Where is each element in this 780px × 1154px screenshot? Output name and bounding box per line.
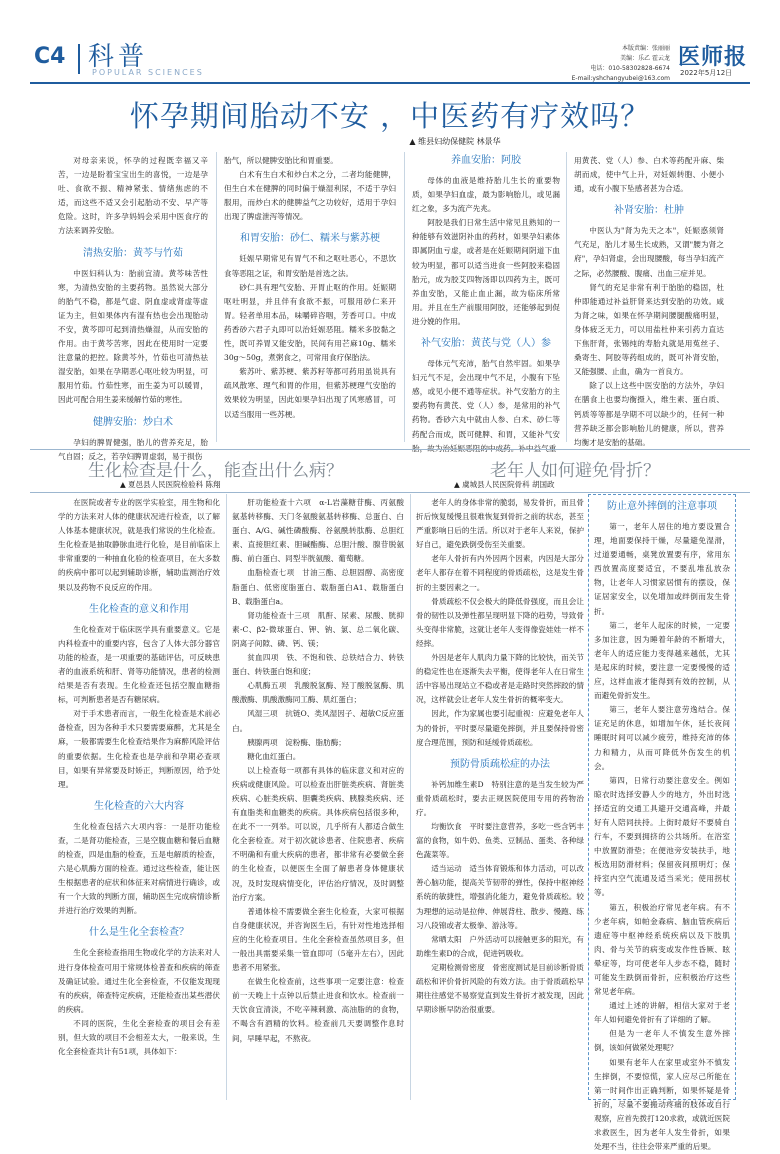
paragraph: 老年人骨折有内外因两个因素，内因是大部分老年人都存在着不同程度的骨质疏松，这是发生骨折的主要因素之一。 [416, 554, 584, 592]
column-divider [216, 152, 217, 442]
paragraph: 老年人的身体非常的脆弱，易发骨折，而且骨折后恢复缓慢且很难恢复到骨折之前的状态，甚至严重影响日后的生活。所以对于老年人来说，保护好自己，避免跌倒受伤至关重要。 [416, 498, 584, 550]
left-column-1 [58, 496, 220, 1100]
paragraph: 因此，作为家属也要引起重视：应避免老年人为的骨折，平时要尽量避免摔倒，并且要保持骨密度合理范围，预防和延缓骨质疏松。 [416, 709, 584, 747]
column-divider [404, 152, 405, 442]
paragraph: 生化检查对于临床医学具有重要意义。它是内科检查中的重要内容，包含了人体大部分器官功能的检查，是一项重要的基础评估，可反映患者的血液系统和肝、肾等功能情况，患者的检测结果是否有表现。生化检查还包括空腹血糖指标，可判断患者是否有糖尿病。 [58, 624, 220, 705]
paragraph: 母体元气充沛，胎气自然牢固。如果孕妇元气不足，会出现中气不足，小腹有下坠感，或见小便不通等症状。补气安胎方的主要药物有黄芪、党（人）参，是常用的补气药物。香砂六丸中就由人参、白术、砂仁等药配合而成，既可健脾、和胃，又能补气安 [412, 359, 560, 439]
paragraph: 孕妇的脾胃健强，胎儿的营养充足，胎气自固；反之，若孕妇脾胃虚弱，易于损伤 [58, 437, 208, 461]
subheading: 补气安胎：黄芪与党（人）参 [421, 338, 551, 350]
paragraph: 但是为一老年人不慎发生意外摔倒，该如何做紧处理呢？ [594, 1029, 730, 1053]
subheading: 预防骨质疏松症的办法 [450, 758, 550, 770]
right-column-1 [416, 496, 584, 1100]
paragraph: 适当运动 适当体育锻炼和体力活动，可以改善心脑功能，提高关节韧带的弹性，保持中枢神经系统的敏捷性，增强消化能力，避免骨质疏松。较为理想的运动是拉伸、伸展背柱、散步、慢跑、练习八段锦或者太极拳、游泳等。 [416, 864, 584, 930]
paragraph: 肝功能检查十六项 α-L岩藻糖苷酶、丙氨酸氨基转移酶、天门冬氨酸氨基转移酶、总蛋白、白蛋白、A/G、碱性磷酸酶、谷氨酰转肽酶、总胆红素、直接胆红素、胆碱酯酶、总胆汁酸、腺苷脱氨酶、前白蛋白、同型半胱氨酸、葡萄糖。 [232, 498, 404, 564]
paragraph: 妊娠早期常见有胃气不和之呕吐恶心，不思饮食等恶阻之证，和胃安胎是首选之法。 [224, 254, 396, 278]
section-title-en: POPULAR SCIENCES [92, 68, 204, 77]
column-divider [566, 152, 567, 442]
subheading: 生化检查的意义和作用 [89, 603, 189, 615]
paragraph: 补钙加维生素D 特别注意的是当发生较为严重骨质疏松时，要去正规医院使用专用的药物治疗。 [416, 779, 584, 817]
paragraph: 在医院或者专业的医学实验室，用生物和化学的方法来对人体的健康状况进行检查，以了解人体基本健康状况，就是我们常说的生化检查。生化检查是抽取静脉血进行化验，是目前临床上非常重要的一种抽血化验的检查项目，在大多数的疾病中都可以起到辅助诊断，辅助监测治疗效果以及药物不良反应的作用。 [58, 498, 220, 592]
subheading: 什么是生化全套检查？ [89, 927, 189, 939]
paragraph: 以上检查每一项都有具体的临床意义和对应的疾病或健康风险。可以检查出肝脏类疾病、肾脏类疾病、心脏类疾病、胆囊类疾病、胰腺类疾病、还有血脂类和血糖类的疾病。具体疾病包括很多种，在此不一一列举。可以说，几乎所有人都适合做生化全套检查。对于初次就诊患者、住院患者、疾病不明确和有重大疾病的患者，都非常有必要做全套的生化检查，以便医生全面了解患者身体健康状况，及时发现病情变化，评估治疗情况，及时调整治疗方案。 [232, 765, 404, 902]
paragraph: 砂仁具有理气安胎、开胃止呕的作用。妊娠期呕吐明显，并且伴有食欲不振，可服用砂仁来开胃。轻者单用本品，味嚼碎咨咽，芳香可口。中成药香砂六君子丸即可以治妊娠恶阻。糯米多胶黏之性，既可养胃又能安胎，民间有用芒麻10g、糯米30g～50g，煮粥食之，可常用食疗保胎法。 [224, 282, 396, 363]
subheading: 养血安胎：阿胶 [451, 155, 521, 166]
paragraph: 胰腺两项 淀粉酶、脂肪酶； [247, 737, 346, 747]
paragraph: 白术有生白术和炒白术之分，二者均能健脾，但生白术在健脾的同时偏于燥湿利尿，不适于孕妇服用，而炒白术的健脾益气之功较好，适用于孕妇出现了脾虚泄泻等情况。 [224, 170, 396, 222]
subheading: 防止意外摔倒的注意事项 [607, 501, 717, 512]
paragraph: 风湿三项 抗链O、类风湿因子、超敏C反应蛋白。 [232, 709, 404, 733]
issue-date: 2022年5月12日 [680, 69, 733, 77]
left-article-title: 生化检查是什么，能查出什么病？ [88, 461, 343, 481]
email-line: E-mail:yshchangyubei@163.com [571, 75, 670, 82]
paragraph: 第一，老年人居住的地方要设置合理，地面要保持干燥，尽量避免湿滑，过道要通畅，桌凳放置要有序，常用东西放置高度要适宜，不要乱堆乱放杂物，让老年人习惯家居惯有的摆设，保证居家安全，以免增加或绊倒而发生骨折。 [594, 522, 730, 616]
left-column-2 [232, 496, 404, 1100]
subheading: 清热安胎：黄芩与竹茹 [83, 247, 183, 259]
paragraph: 血脂检查七项 甘油三酯、总胆固醇、高密度脂蛋白、低密度脂蛋白、载脂蛋白A1、载脂蛋白B、载脂蛋白a。 [232, 568, 404, 606]
right-article-title: 老年人如何避免骨折？ [490, 461, 660, 481]
paragraph: 第五，积极治疗常见老年病。有不少老年病，如帕金森病、脑血管疾病后遗症等中枢神经系统疾病以及下肢肌肉、骨与关节的病变或发作性昏厥、眩晕症等，均可使老年人步态不稳，随时可能发生跌倒而骨折，应积极治疗这些常见老年病。 [594, 902, 730, 997]
subheading: 健脾安胎：炒白术 [93, 416, 173, 428]
page-number: C4 [34, 44, 66, 69]
paragraph: 紫苏叶、紫苏梗、紫苏籽等都可药用虽说具有疏风散寒、理气和胃的作用，但紫苏梗理气安胎的效果较为明显，因此如果孕妇出现了风寒感冒，可以适当服用一些苏梗。 [224, 367, 396, 419]
paragraph: 生化检查包括六大项内容：一是肝功能检查，二是肾功能检查，三是空腹血糖和餐后血糖的检查，四是血脂的检查，五是电解质的检查，六是心肌酶方面的检查。通过这些检查，能让医生根据患者的症状和体征来对病情进行确诊，或有一个大致的判断方面，辅助医生完成病情诊断并进行治疗效果的判断。 [58, 821, 220, 916]
paragraph: 均衡饮食 平时要注意营养，多吃一些含钙丰富的食物，如牛奶、鱼类、豆制品、蛋类、各种绿色蔬菜等。 [416, 821, 584, 860]
column-divider [226, 494, 227, 1100]
paragraph: 对于手术患者而言，一般生化检查是术前必备检查，因为各种手术只要需要麻醉，尤其是全麻，一般都需要生化检查结果作为麻醉风险评估的重要依据。生化检查也是孕前和孕期必查项目，如果有异常要及时矫正，判断原因，给予处理。 [58, 709, 220, 789]
tel-line: 电话：010-58302828-6674 [590, 65, 670, 72]
paragraph: 普通体检不需要做全套生化检查，大家可根据自身健康状况，并咨询医生后，有针对性地选择相应的生化检查项目。生化全套检查虽然项目多，但一般出具需要采集一管血即可（5毫升左右），因此患者不用紧张。 [232, 906, 404, 973]
top-column-3 [412, 154, 560, 442]
right-article-byline: ▲ 虞城县人民医院骨科 胡国政 [454, 480, 555, 489]
design-line: 美编：乐乙 霍云龙 [620, 55, 670, 62]
top-byline: ▲ 维县妇幼保健院 林景华 [409, 137, 501, 146]
editor-info [560, 44, 670, 84]
paragraph: 第三，老年人要注意劳逸结合。保证充足的休息，如增加午休，延长夜间睡眠时间可以减少疲劳，维持充沛的体力和精力，从而可降低外伤发生的机会。 [594, 705, 730, 771]
top-column-2 [224, 154, 396, 442]
paragraph: 不同的医院，生化全套检查的项目会有差别，但大致的项目不会相差太大，一般来说，生化全套检查共计有51项，具体如下： [58, 1018, 220, 1057]
paragraph: 外因是老年人肌肉力量下降的比较快，而关节的稳定性也在逐渐失去平衡，使得老年人在日常生活中容易出现站立不稳或者是走路时突然摔跤的情况，这样就会让老年人发生骨折的概率变大。 [416, 653, 584, 705]
subheading: 生化检查的六大内容 [94, 800, 184, 812]
top-headline: 怀孕期间胎动不安 ，中医药有疗效吗？ [129, 99, 651, 133]
masthead-divider [78, 44, 80, 74]
top-column-1 [58, 154, 208, 461]
section-title: 科普 [88, 42, 149, 72]
paragraph: 肾功能检查十三项 肌酐、尿素、尿酸、胱抑素-C、β2-微球蛋白、钾、钠、氯、总二氧化碳、阴离子间隙、磷、钙、镁； [232, 610, 404, 648]
editor-line: 本版责编：张丽丽 [621, 45, 670, 52]
left-article-byline: ▲ 夏邑县人民医院检验科 陈翔 [120, 480, 221, 489]
paragraph: 如果有老年人在家里或室外不慎发生摔倒，不要惊慌，家人应尽己所能在第一时间作出正确判断，如果怀疑是骨折的，尽量不要搬动疼痛的肢体或自行观察，应首先拨打120求救，或就近医院求救医生，因为老年人发生骨折，如果处理不当，往往会带来严重的后果。 [594, 1057, 730, 1152]
paragraph: 肾气的充足非常有利于胎胎的稳固，杜仲即能通过补益肝肾来达到安胎的功效。咸为肾之味，如果在怀孕期间腰腿酸痛明显，身体疲乏无力，可以用盐杜仲来引药力直达下焦肝肾，张锡纯的寿胎丸就是用菟丝子、桑寄生、阿胶等药组成的，既可补肾安胎，又能强腰、止血，确为一首良方。 [574, 282, 724, 377]
paragraph: 通过上述的讲解，相信大家对于老年人如何避免骨折有了详细的了解。 [594, 1001, 730, 1025]
paragraph: 阿胶是我们日常生活中常见且熟知的一种能够有效滋阴补血的药材，如果孕妇素体即属阴血亏虚，或者是在妊娠期间阴道下血较为明显，都可以适当进食一些阿胶来稳固胎元，成为胶艾四物汤即以四药为主，既可养血安胎，又能止血止漏，故为临床所常用。并且在生产前服用阿胶，还能够起到促进分娩的作用。 [412, 218, 560, 326]
paragraph: 第四，日常行动要注意安全。例如晾衣时选择安静人少的地方，外出时选择适宜的交通工具避开交通高峰，并最好有人陪同扶持。上街时最好不要骑自行车，不要到拥挤的公共场所。在浴室中放置防滑垫；在便池旁安装扶手，地板选用防滑材料；保留夜间照明灯；保持室内空气流通及适当采光；使用拐杖等。 [594, 775, 730, 898]
subheading: 补肾安胎：杜肿 [614, 205, 684, 217]
paragraph: 贫血四项 铁、不饱和铁、总铁结合力、转铁蛋白、转铁蛋白饱和度； [232, 653, 404, 677]
paragraph: 胎气，所以健脾安胎比和胃重要。 [224, 156, 338, 165]
paragraph: 第二，老年人起床的时候，一定要多加注意，因为睡着年龄的不断增大，老年人的适应能力变得越来越低，尤其是起床的时候，要注意一定要慢慢的适应，这样血液才能得到有效的控制，从而避免骨折发生。 [594, 620, 730, 701]
paragraph: 生化全套检查指用生物或化学的方法来对人进行身体检查可用于常规体检普查和疾病的筛查及确证试验。通过生化全套检查，不仅能发现现有的疾病，筛查特定疾病，还能检查出某些潜伏的疾病。 [58, 948, 220, 1014]
column-divider [410, 494, 411, 1100]
paragraph: 糖化血红蛋白。 [247, 751, 301, 761]
paragraph: 除了以上这些中医安胎的方法外，孕妇在膳食上也要均衡摄入，维生素、蛋白质、钙质等等都是孕期不可以缺少的，任何一种营养缺乏都会影响胎儿的健康，所以，营养均衡才是安胎的基础。 [574, 381, 724, 447]
paragraph: 母体的血液是维持胎儿生长的重要物质，如果孕妇血虚，最为影响胎儿，或见漏红之象，多为流产先兆。 [412, 176, 560, 214]
subheading: 和胃安胎：砂仁、糯米与紫苏梗 [240, 233, 380, 245]
masthead-rule [30, 82, 750, 84]
paragraph: 定期检测骨密度 骨密度测试是目前诊断骨质疏松和评价骨折风险的有效方法。由于骨质疏松早期往往感觉不易察觉直到发生骨折才被发现，因此早期诊断早防治很重要。 [416, 962, 584, 1015]
paragraph: 在做生化检查前，这些事项一定要注意：检查前一天晚上十点钟以后禁止进食和饮水。检查前一天饮食宜清淡，不吃辛辣刺激、高油脂的的食物，不喝含有酒精的饮料。检查前几天要调整作息时间，早睡早起，不熬夜。 [232, 977, 404, 1043]
section-rule [30, 449, 750, 450]
paragraph: 中医认为"肾为先天之本"，妊娠惑须肾气充足，胎儿才易生长成熟，又谓"腰为肾之府"，孕妇肾虚，会出现腰酸，每当孕妇流产之际，必然腰酸、腹痛、出血三症并见。 [574, 226, 724, 278]
newspaper-logo: 医师报 [678, 44, 748, 70]
paragraph: 用黄芪、党（人）参、白术等药配升麻、柴胡而成，使中气上升，对妊娠转胞、小便小通，或有小腹下坠感者甚为合适。 [574, 156, 724, 194]
paragraph: 心肌酶五项 乳酸脱氢酶、羟丁酸脱氢酶、肌酸激酶、肌酸激酶同工酶、肌红蛋白； [232, 681, 404, 705]
right-column-2 [594, 496, 730, 1152]
section-rule [30, 492, 750, 493]
paragraph: 常晒太阳 户外活动可以接触更多的阳光，有助维生素D的合成，促进钙吸收。 [416, 934, 584, 958]
top-column-4 [574, 154, 724, 447]
paragraph: 中医妇科认为：胎前宜清。黄芩味苦性寒，为清热安胎的主要药物。虽然说大部分的胎气不稳，都是气虚、阴血虚或肾虚等虚证为主，但如果体内有湿有热也会出现胎动不安，黄芩即可起到清热燥湿，从而安胎的作用。由于黄芩苦寒，因此在使用时一定要注意量的把控。除黄芩外，竹茹也可清热祛湿安胎，如果在孕期恶心呕吐较为明显，可服用竹茹。竹茹性寒，而生姜为可以暖胃，因此可配合用生姜来缓解竹茹的寒性。 [58, 268, 208, 405]
paragraph: 对母亲来说，怀孕的过程既幸福又辛苦，一边是盼着宝宝出生的喜悦，一边是孕吐、食欲不振、精神紧张、情绪焦虑的不适，而这些不适又会引起胎动不安、早产等危险。这时，许多孕妈妈会采用中医食疗的方法来调养安胎。 [58, 156, 208, 236]
paragraph: 骨质疏松不仅会极大的降低骨强度，而且会让骨的韧性以及弹性都呈现明显下降的趋势，导致骨头变得非常脆，这就让老年人变得像瓷娃娃一样不经摔。 [416, 596, 584, 648]
